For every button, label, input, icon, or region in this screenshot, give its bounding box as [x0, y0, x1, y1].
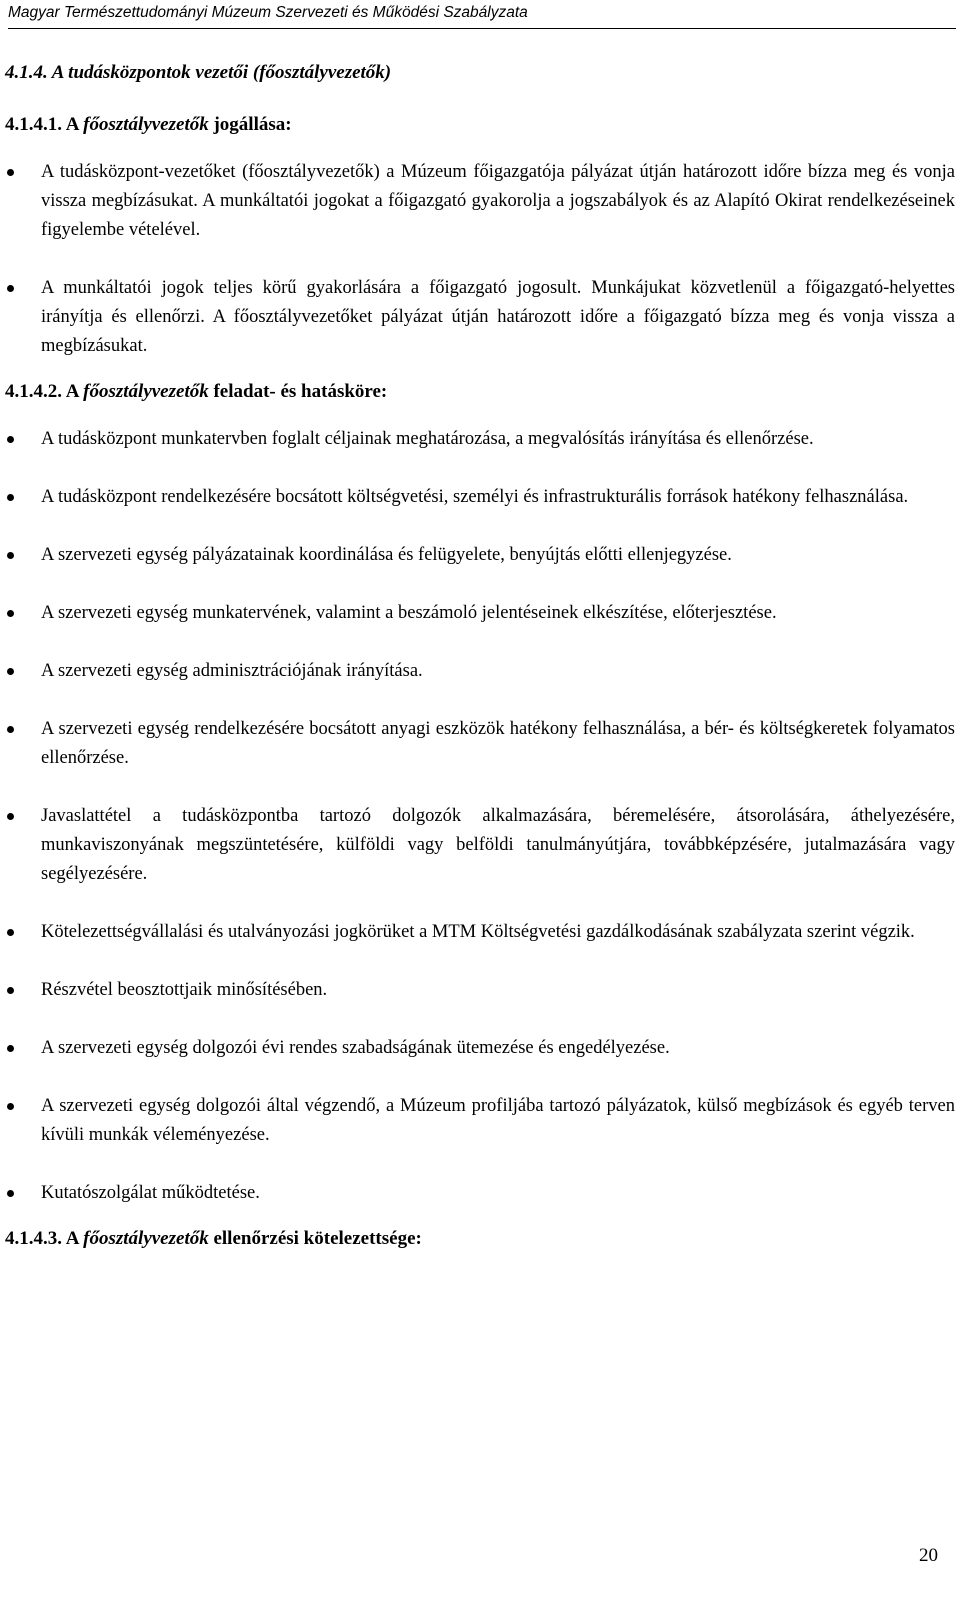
section-heading: 4.1.4. A tudásközpontok vezetői (főosztályvezetők) — [5, 62, 392, 83]
list-item-text: A munkáltatói jogok teljes körű gyakorlására a főigazgató jogosult. Munkájukat közvetlenül a főigazgató-helyettes irányítja és ellenőrzi. A főosztályvezetőket pályázat útján határozott időre a főigazgató bízza meg és vonja vissza a megbízásukat. — [41, 278, 955, 356]
list-item — [5, 541, 955, 570]
bullet-icon — [7, 813, 14, 820]
list-item-text: Javaslattétel a tudásközpontba tartozó dolgozók alkalmazására, béremelésére, átsorolására, áthelyezésére, munkaviszonyának megszüntetésére, külföldi vagy belföldi tanulmányútjára, továbbképzésére, jutalmazására vagy segélyezésére. — [41, 806, 955, 884]
list-item-text: A tudásközpont-vezetőket (főosztályvezetők) a Múzeum főigazgatója pályázat útján határozott időre bízza meg és vonja vissza megbízásukat. A munkáltatói jogokat a főigazgató gyakorolja a jogszabályok és az Alapító Okirat rendelkezéseinek figyelembe vételével. — [41, 162, 955, 240]
feladat-list — [5, 425, 955, 1208]
bullet-icon — [7, 436, 14, 443]
list-item-text: Kötelezettségvállalási és utalványozási jogkörüket a MTM Költségvetési gazdálkodásának szabályzata szerint végzik. — [41, 922, 915, 942]
jogallasa-list — [5, 158, 955, 361]
list-item — [5, 1179, 955, 1208]
subsection-heading-ellenorzesi — [5, 1228, 955, 1250]
bullet-icon — [7, 929, 14, 936]
list-item-text: A szervezeti egység dolgozói évi rendes szabadságának ütemezése és engedélyezése. — [41, 1038, 670, 1058]
subsection-number: 4.1.4.2. — [5, 381, 62, 402]
subsection-suffix: jogállása: — [213, 114, 292, 135]
page-number: 20 — [919, 1545, 938, 1566]
list-item-text: A szervezeti egység pályázatainak koordinálása és felügyelete, benyújtás előtti ellenjegyzése. — [41, 545, 732, 565]
subsection-suffix: feladat- és hatásköre: — [213, 381, 388, 402]
bullet-icon — [7, 726, 14, 733]
list-item — [5, 1092, 955, 1150]
list-item-text: A szervezeti egység munkatervének, valamint a beszámoló jelentéseinek elkészítése, előterjesztése. — [41, 603, 777, 623]
list-item — [5, 715, 955, 773]
list-item — [5, 599, 955, 628]
list-item — [5, 657, 955, 686]
bullet-icon — [7, 285, 14, 292]
subsection-emphasis: főosztályvezetők — [83, 114, 209, 135]
bullet-icon — [7, 610, 14, 617]
bullet-icon — [7, 494, 14, 501]
subsection-prefix: A — [65, 114, 79, 135]
list-item-text: A tudásközpont munkatervben foglalt céljainak meghatározása, a megvalósítás irányítása és ellenőrzése. — [41, 429, 814, 449]
bullet-icon — [7, 552, 14, 559]
subsection-prefix: A — [65, 381, 79, 402]
subsection-number: 4.1.4.3. — [5, 1228, 62, 1249]
list-item-text: Kutatószolgálat működtetése. — [41, 1183, 260, 1203]
list-item — [5, 483, 955, 512]
document-body — [5, 62, 955, 1272]
subsection-heading-feladat — [5, 381, 955, 403]
subsection-emphasis: főosztályvezetők — [83, 381, 209, 402]
bullet-icon — [7, 1103, 14, 1110]
list-item — [5, 274, 955, 361]
list-item — [5, 976, 955, 1005]
list-item-text: A szervezeti egység rendelkezésére bocsátott anyagi eszközök hatékony felhasználása, a bér- és költségkeretek folyamatos ellenőrzése. — [41, 719, 955, 768]
bullet-icon — [7, 987, 14, 994]
running-header: Magyar Természettudományi Múzeum Szervezeti és Működési Szabályzata — [8, 4, 956, 29]
subsection-prefix: A — [65, 1228, 79, 1249]
bullet-icon — [7, 1190, 14, 1197]
list-item-text: Részvétel beosztottjaik minősítésében. — [41, 980, 328, 1000]
list-item — [5, 158, 955, 245]
bullet-icon — [7, 668, 14, 675]
list-item-text: A tudásközpont rendelkezésére bocsátott költségvetési, személyi és infrastrukturális források hatékony felhasználása. — [41, 487, 909, 507]
list-item — [5, 802, 955, 889]
subsection-heading-jogallasa — [5, 114, 955, 136]
subsection-number: 4.1.4.1. — [5, 114, 62, 135]
bullet-icon — [7, 169, 14, 176]
subsection-suffix: ellenőrzési kötelezettsége: — [213, 1228, 422, 1249]
list-item — [5, 425, 955, 454]
list-item-text: A szervezeti egység dolgozói által végzendő, a Múzeum profiljába tartozó pályázatok, külső megbízások és egyéb terven kívüli munkák véleményezése. — [41, 1096, 955, 1145]
bullet-icon — [7, 1045, 14, 1052]
list-item — [5, 918, 955, 947]
subsection-emphasis: főosztályvezetők — [83, 1228, 209, 1249]
list-item-text: A szervezeti egység adminisztrációjának irányítása. — [41, 661, 423, 681]
list-item — [5, 1034, 955, 1063]
